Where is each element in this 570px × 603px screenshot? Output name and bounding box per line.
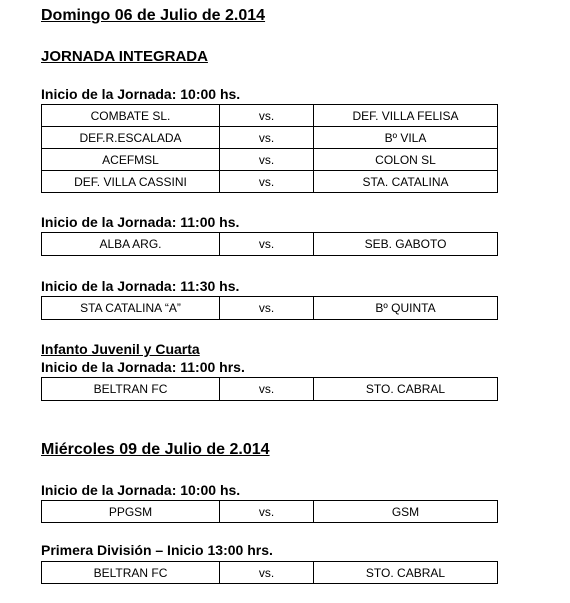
block3-heading: Inicio de la Jornada: 11:30 hs. bbox=[41, 278, 240, 294]
match-row bbox=[42, 105, 498, 127]
vs-label: vs. bbox=[220, 562, 314, 584]
vs-label: vs. bbox=[220, 297, 314, 320]
match-row bbox=[42, 171, 498, 193]
away-team: GSM bbox=[314, 501, 498, 523]
day2-block1-heading: Inicio de la Jornada: 10:00 hs. bbox=[41, 482, 241, 498]
day2-block1-match-table bbox=[41, 500, 498, 523]
match-row bbox=[42, 149, 498, 171]
block2-heading: Inicio de la Jornada: 11:00 hs. bbox=[41, 214, 240, 230]
away-team: Bº VILA bbox=[314, 127, 498, 149]
match-row bbox=[42, 127, 498, 149]
home-team: STA CATALINA “A” bbox=[42, 297, 220, 320]
home-team: BELTRAN FC bbox=[42, 562, 220, 584]
block1-match-table bbox=[41, 104, 498, 193]
away-team: COLON SL bbox=[314, 149, 498, 171]
block4-heading: Inicio de la Jornada: 11:00 hrs. bbox=[41, 359, 245, 375]
home-team: ACEFMSL bbox=[42, 149, 220, 171]
vs-label: vs. bbox=[220, 233, 314, 256]
home-team: DEF. VILLA CASSINI bbox=[42, 171, 220, 193]
match-row bbox=[42, 233, 498, 256]
away-team: DEF. VILLA FELISA bbox=[314, 105, 498, 127]
day2-block2-match-table bbox=[41, 561, 498, 584]
vs-label: vs. bbox=[220, 378, 314, 401]
home-team: PPGSM bbox=[42, 501, 220, 523]
block4-match-table bbox=[41, 377, 498, 401]
day2-block2-heading: Primera División – Inicio 13:00 hrs. bbox=[41, 542, 273, 558]
vs-label: vs. bbox=[220, 171, 314, 193]
away-team: STO. CABRAL bbox=[314, 562, 498, 584]
home-team: DEF.R.ESCALADA bbox=[42, 127, 220, 149]
category-heading: Infanto Juvenil y Cuarta bbox=[41, 341, 200, 357]
block1-heading: Inicio de la Jornada: 10:00 hs. bbox=[41, 86, 241, 102]
vs-label: vs. bbox=[220, 105, 314, 127]
home-team: BELTRAN FC bbox=[42, 378, 220, 401]
home-team: COMBATE SL. bbox=[42, 105, 220, 127]
away-team: STO. CABRAL bbox=[314, 378, 498, 401]
away-team: Bº QUINTA bbox=[314, 297, 498, 320]
away-team: STA. CATALINA bbox=[314, 171, 498, 193]
block2-match-table bbox=[41, 232, 498, 256]
match-row bbox=[42, 378, 498, 401]
match-row bbox=[42, 562, 498, 584]
day2-title: Miércoles 09 de Julio de 2.014 bbox=[41, 441, 270, 458]
day1-title: Domingo 06 de Julio de 2.014 bbox=[41, 7, 266, 24]
match-row bbox=[42, 501, 498, 523]
match-row bbox=[42, 297, 498, 320]
away-team: SEB. GABOTO bbox=[314, 233, 498, 256]
vs-label: vs. bbox=[220, 501, 314, 523]
home-team: ALBA ARG. bbox=[42, 233, 220, 256]
block3-match-table bbox=[41, 296, 498, 320]
vs-label: vs. bbox=[220, 149, 314, 171]
jornada-integrada-title: JORNADA INTEGRADA bbox=[41, 48, 208, 65]
vs-label: vs. bbox=[220, 127, 314, 149]
